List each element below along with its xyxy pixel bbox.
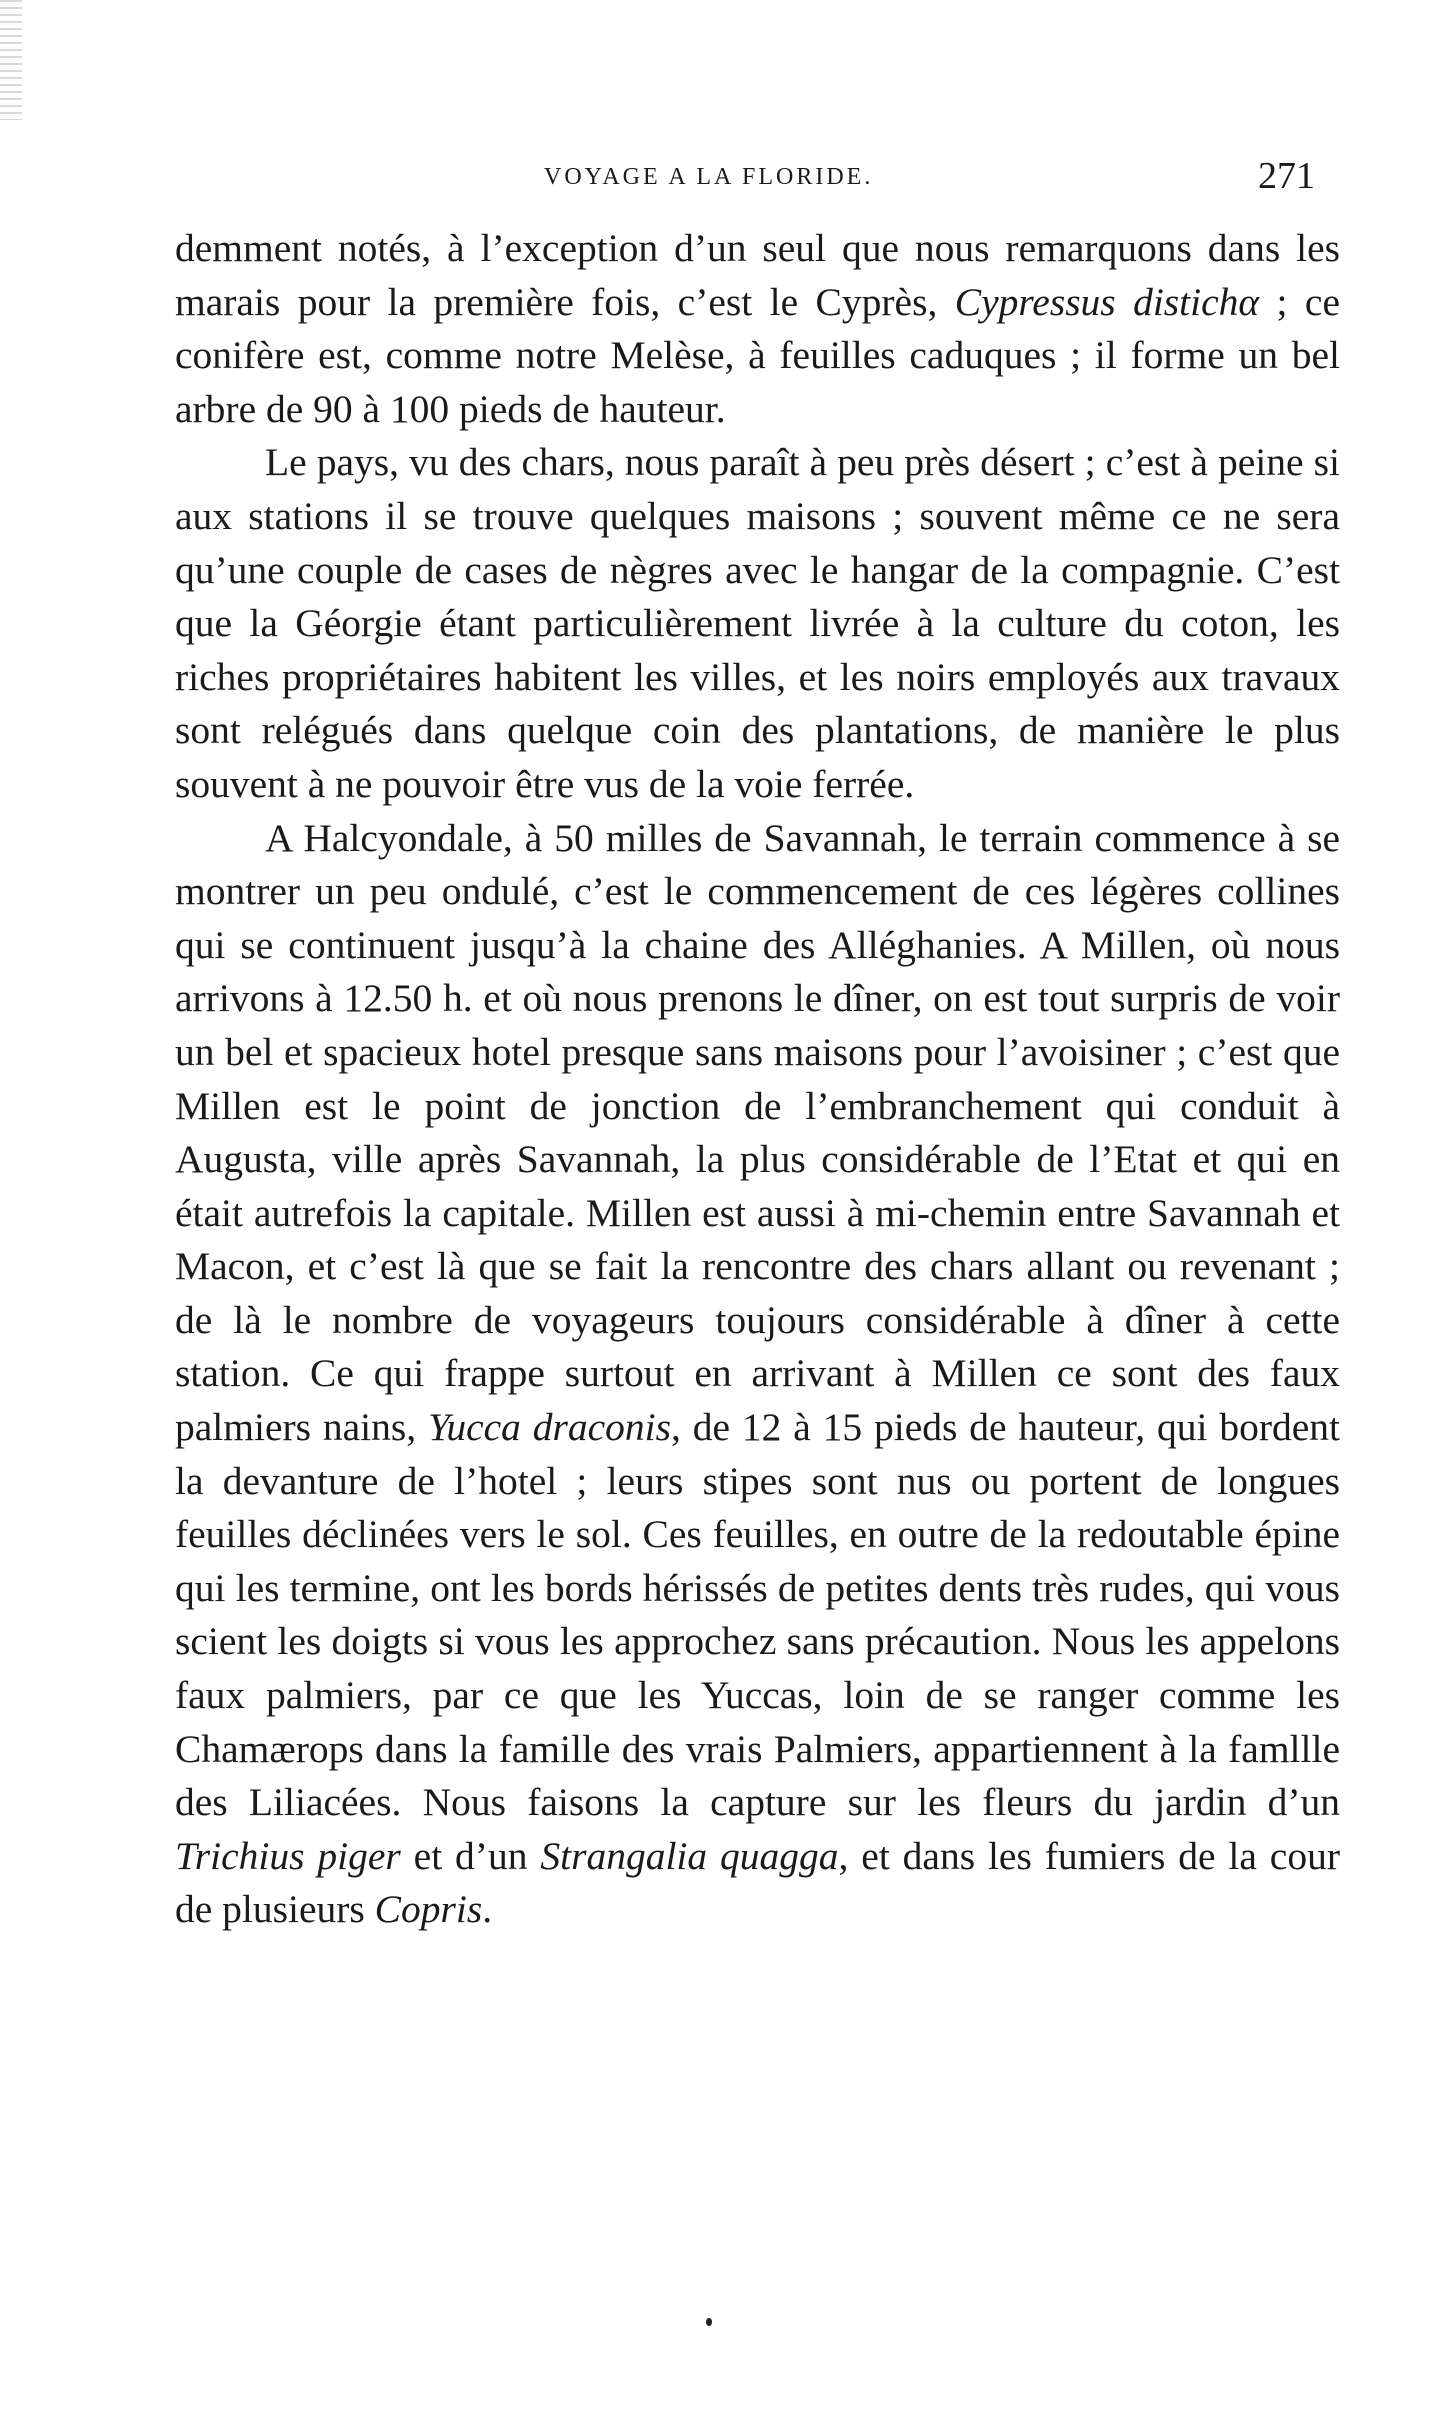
running-title: VOYAGE A LA FLORIDE. — [544, 164, 874, 190]
text-segment: A Halcyondale, à 50 milles de Savannah, le terrain commence à se montrer un peu ondulé, c’est le commencement de ces légères collines qui se continuent jusqu’à la chaine des Alléghanies. A Millen, où nous arrivons à 12.50 h. et où nous prenons le dîner, on est tout surpris de voir un bel et spacieux hotel presque sans maisons pour l’avoisiner ; c’est que Millen est le point de jonction de l’embranchement qui conduit à Augusta, ville après Savannah, la plus considérable de l’Etat et qui en était autrefois la capitale. Millen est aussi à mi-chemin entre Savannah et Macon, et c’est là que se fait la rencontre des chars allant ou revenant ; de là le nombre de voyageurs toujours considérable à dîner à cette station. Ce qui frappe surtout en arrivant à Millen ce sont des faux palmiers nains, — [175, 815, 1340, 1450]
paragraph-1 — [175, 222, 1340, 436]
text-segment: , de 12 à 15 pieds de hauteur, qui bordent la devanture de l’hotel ; leurs stipes sont nus ou portent de longues feuilles déclinées vers le sol. Ces feuilles, en outre de la redoutable épine qui les termine, ont les bords hérissés de petites dents très rudes, qui vous scient les doigts si vous les approchez sans précaution. Nous les appelons faux palmiers, par ce que les Yuccas, loin de se ranger comme les Chamærops dans la famille des vrais Palmiers, appartiennent à la famllle des Liliacées. Nous faisons la capture sur les fleurs du jardin d’un — [175, 1405, 1340, 1825]
paragraph-2 — [175, 436, 1340, 811]
italic-term: Trichius piger — [175, 1833, 401, 1878]
italic-term: Yucca draconis — [428, 1405, 672, 1450]
italic-term: Copris — [374, 1887, 483, 1932]
body-text — [175, 222, 1340, 1937]
italic-term: Strangalia quagga — [540, 1833, 839, 1878]
page-number: 271 — [1258, 155, 1315, 197]
text-segment: Le pays, vu des chars, nous paraît à peu près désert ; c’est à peine si aux stations il se trouve quelques maisons ; souvent même ce ne sera qu’une couple de cases de nègres avec le hangar de la compagnie. C’est que la Géorgie étant particulièrement livrée à la culture du coton, les riches propriétaires habitent les villes, et les noirs employés aux travaux sont relégués dans quelque coin des plantations, de manière le plus souvent à ne pouvoir être vus de la voie ferrée. — [175, 440, 1340, 806]
text-segment: et d’un — [400, 1833, 541, 1878]
text-segment: , et dans les fumiers de la cour de plusieurs — [175, 1833, 1340, 1932]
text-segment: demment notés, à l’exception d’un seul que nous remarquons dans les marais pour la première fois, c’est le Cyprès, — [175, 226, 1340, 324]
text-segment: ; ce conifère est, comme notre Melèse, à feuilles caduques ; il forme un bel arbre de 90 à 100 pieds de hauteur. — [175, 279, 1340, 431]
italic-term: Cypressus distichα — [954, 279, 1260, 324]
scan-edge-noise — [0, 0, 22, 120]
ink-speck — [706, 2318, 712, 2326]
paragraph-3 — [175, 812, 1340, 1937]
text-segment: . — [482, 1887, 493, 1932]
page-header — [180, 155, 1345, 220]
